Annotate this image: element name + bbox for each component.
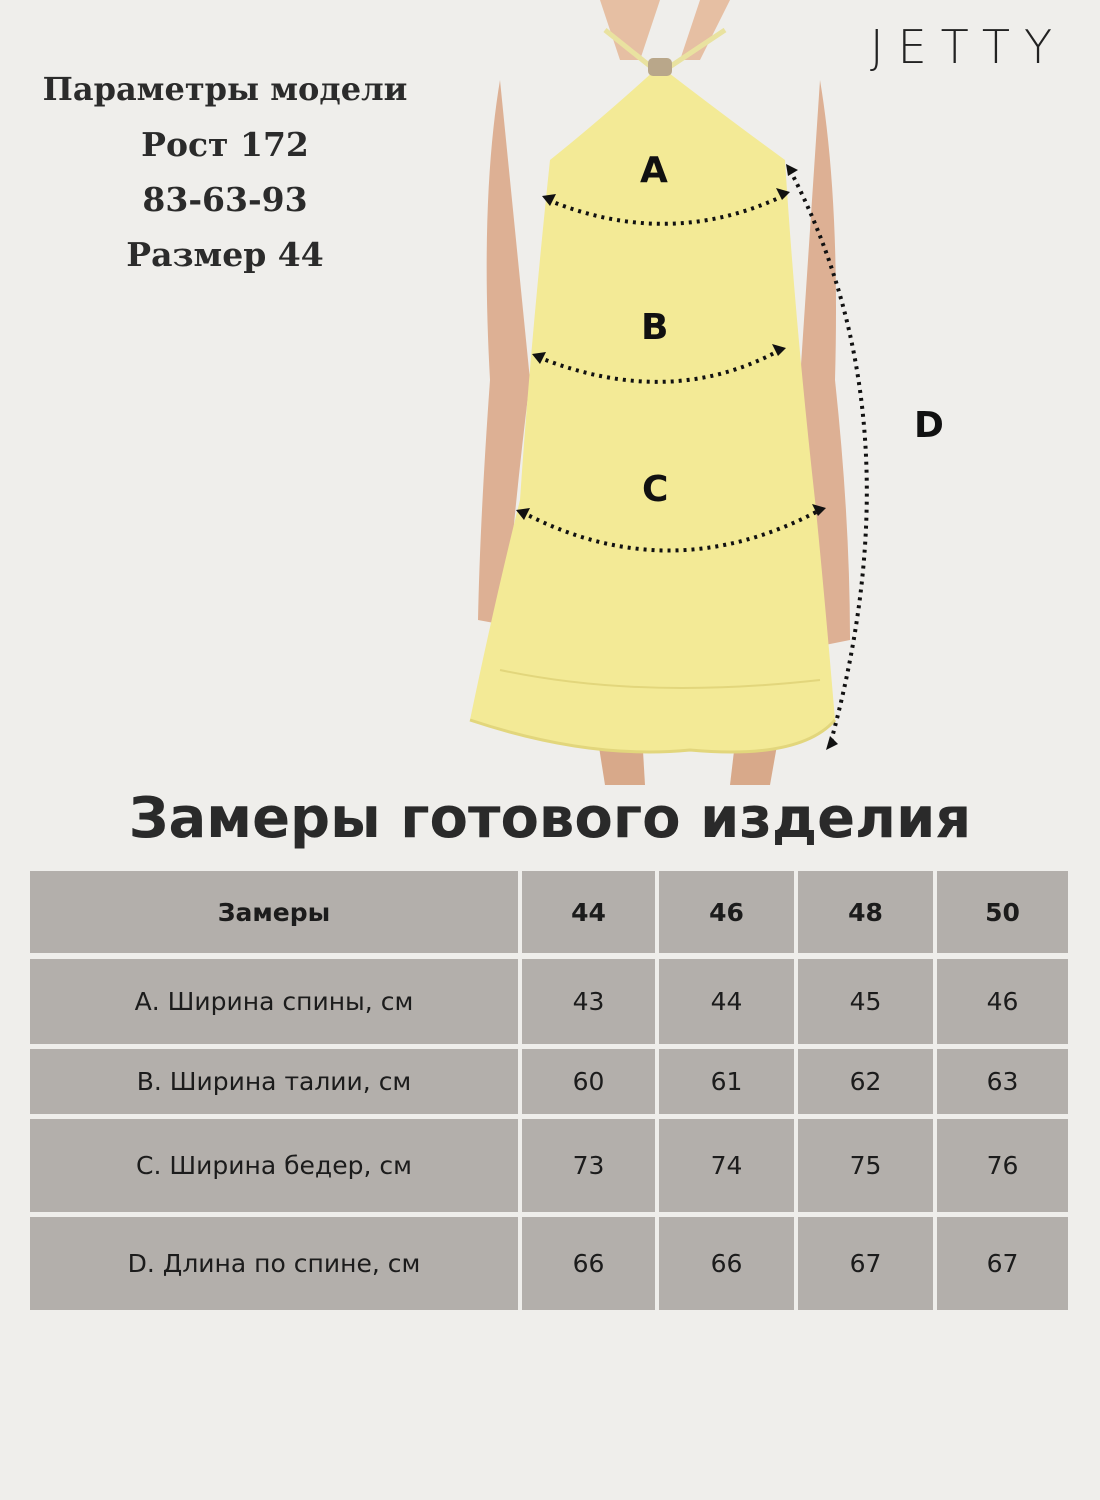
label-c: C xyxy=(642,469,669,510)
table-cell: 61 xyxy=(659,1049,794,1114)
model-measurements: 83-63-93 xyxy=(142,180,308,219)
brand-logo: JETTY xyxy=(870,20,1067,74)
model-params-title: Параметры модели xyxy=(42,70,408,108)
header-size-50: 50 xyxy=(937,871,1068,953)
table-cell: 67 xyxy=(798,1217,933,1310)
label-a: A xyxy=(640,150,668,191)
table-cell: 60 xyxy=(522,1049,655,1114)
table-cell: 66 xyxy=(659,1217,794,1310)
row-label: B. Ширина талии, см xyxy=(30,1049,518,1114)
table-cell: 67 xyxy=(937,1217,1068,1310)
row-label: А. Ширина спины, см xyxy=(30,959,518,1044)
table-cell: 66 xyxy=(522,1217,655,1310)
header-size-44: 44 xyxy=(522,871,655,953)
table-cell: 63 xyxy=(937,1049,1068,1114)
row-label: D. Длина по спине, см xyxy=(30,1217,518,1310)
table-cell: 76 xyxy=(937,1119,1068,1212)
table-cell: 74 xyxy=(659,1119,794,1212)
table-cell: 43 xyxy=(522,959,655,1044)
model-size: Размер 44 xyxy=(126,235,324,274)
table-cell: 62 xyxy=(798,1049,933,1114)
table-cell: 75 xyxy=(798,1119,933,1212)
model-height: Рост 172 xyxy=(141,125,309,164)
dress-photo xyxy=(440,0,940,790)
header-measurements: Замеры xyxy=(30,871,518,953)
label-b: B xyxy=(641,307,669,348)
header-size-46: 46 xyxy=(659,871,794,953)
section-title: Замеры готового изделия xyxy=(128,786,972,851)
table-cell: 73 xyxy=(522,1119,655,1212)
table-cell: 45 xyxy=(798,959,933,1044)
label-d: D xyxy=(914,405,944,446)
header-size-48: 48 xyxy=(798,871,933,953)
table-cell: 44 xyxy=(659,959,794,1044)
table-cell: 46 xyxy=(937,959,1068,1044)
row-label: C. Ширина бедер, см xyxy=(30,1119,518,1212)
model-parameters xyxy=(0,62,450,282)
